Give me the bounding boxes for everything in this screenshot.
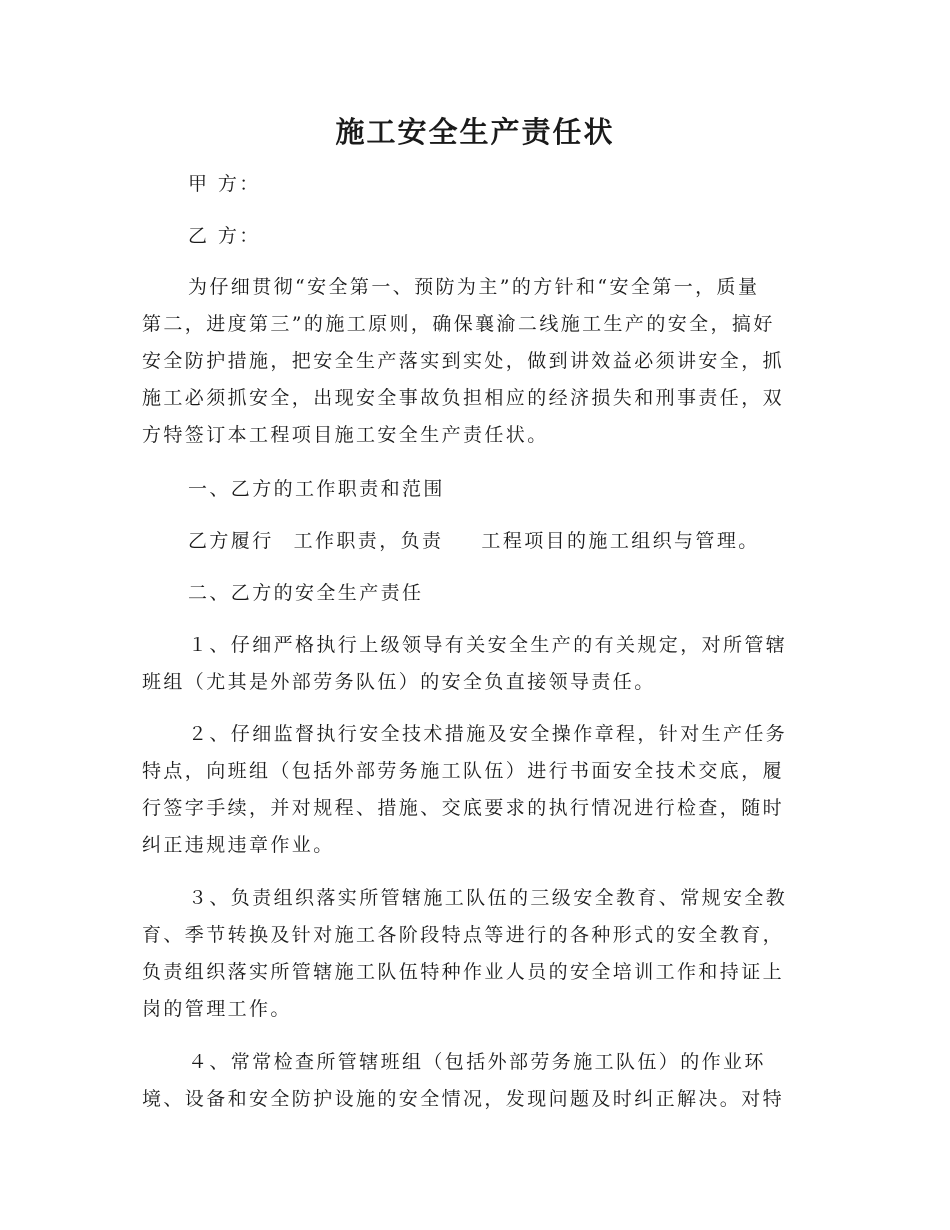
item-line: ２、仔细监督执行安全技术措施及安全操作章程，针对生产任务 xyxy=(188,723,788,745)
document-title: 施工安全生产责任状 xyxy=(335,115,615,149)
item-line: 纠正违规违章作业。 xyxy=(142,834,335,856)
item-line: ４、常常检查所管辖班组（包括外部劳务施工队伍）的作业环 xyxy=(188,1051,766,1073)
item-line: 境、设备和安全防护设施的安全情况，发现问题及时纠正解决。对特 xyxy=(142,1088,785,1110)
item-4-paragraph xyxy=(142,1044,802,1118)
section1-part2: 工作职责，负责 xyxy=(293,530,444,552)
party-b-line: 乙 方： xyxy=(188,225,261,247)
party-a-line: 甲 方： xyxy=(188,173,261,195)
item-line: 班组（尤其是外部劳务队伍）的安全负直接领导责任。 xyxy=(142,671,656,693)
section1-part3: 工程项目的施工组织与管理。 xyxy=(481,530,760,552)
item-line: 负责组织落实所管辖施工队伍特种作业人员的安全培训工作和持证上 xyxy=(142,961,785,983)
section1-heading: 一、乙方的工作职责和范围 xyxy=(188,478,445,500)
item-2-paragraph xyxy=(142,716,802,864)
intro-line: 第二，进度第三”的施工原则，确保襄渝二线施工生产的安全，搞好 xyxy=(142,313,775,335)
item-3-paragraph xyxy=(142,880,802,1028)
intro-line: 安全防护措施，把安全生产落实到实处，做到讲效益必须讲安全，抓 xyxy=(142,350,785,372)
intro-paragraph xyxy=(142,269,802,454)
section1-body xyxy=(142,523,802,560)
intro-line: 为仔细贯彻“安全第一、预防为主”的方针和“安全第一，质量 xyxy=(188,276,760,298)
item-line: 育、季节转换及针对施工各阶段特点等进行的各种形式的安全教育， xyxy=(142,924,785,946)
item-line: 行签字手续，并对规程、措施、交底要求的执行情况进行检查，随时 xyxy=(142,797,785,819)
item-1-paragraph xyxy=(142,627,802,701)
intro-line: 施工必须抓安全，出现安全事故负担相应的经济损失和刑事责任，双 xyxy=(142,387,785,409)
intro-line: 方特签订本工程项目施工安全生产责任状。 xyxy=(142,424,549,446)
item-line: 特点，向班组（包括外部劳务施工队伍）进行书面安全技术交底，履 xyxy=(142,760,785,782)
item-line: １、仔细严格执行上级领导有关安全生产的有关规定，对所管辖 xyxy=(188,634,788,656)
item-line: 岗的管理工作。 xyxy=(142,998,292,1020)
section2-heading: 二、乙方的安全生产责任 xyxy=(188,582,424,604)
section1-part1: 乙方履行 xyxy=(188,530,274,552)
item-line: ３、负责组织落实所管辖施工队伍的三级安全教育、常规安全教 xyxy=(188,887,788,909)
